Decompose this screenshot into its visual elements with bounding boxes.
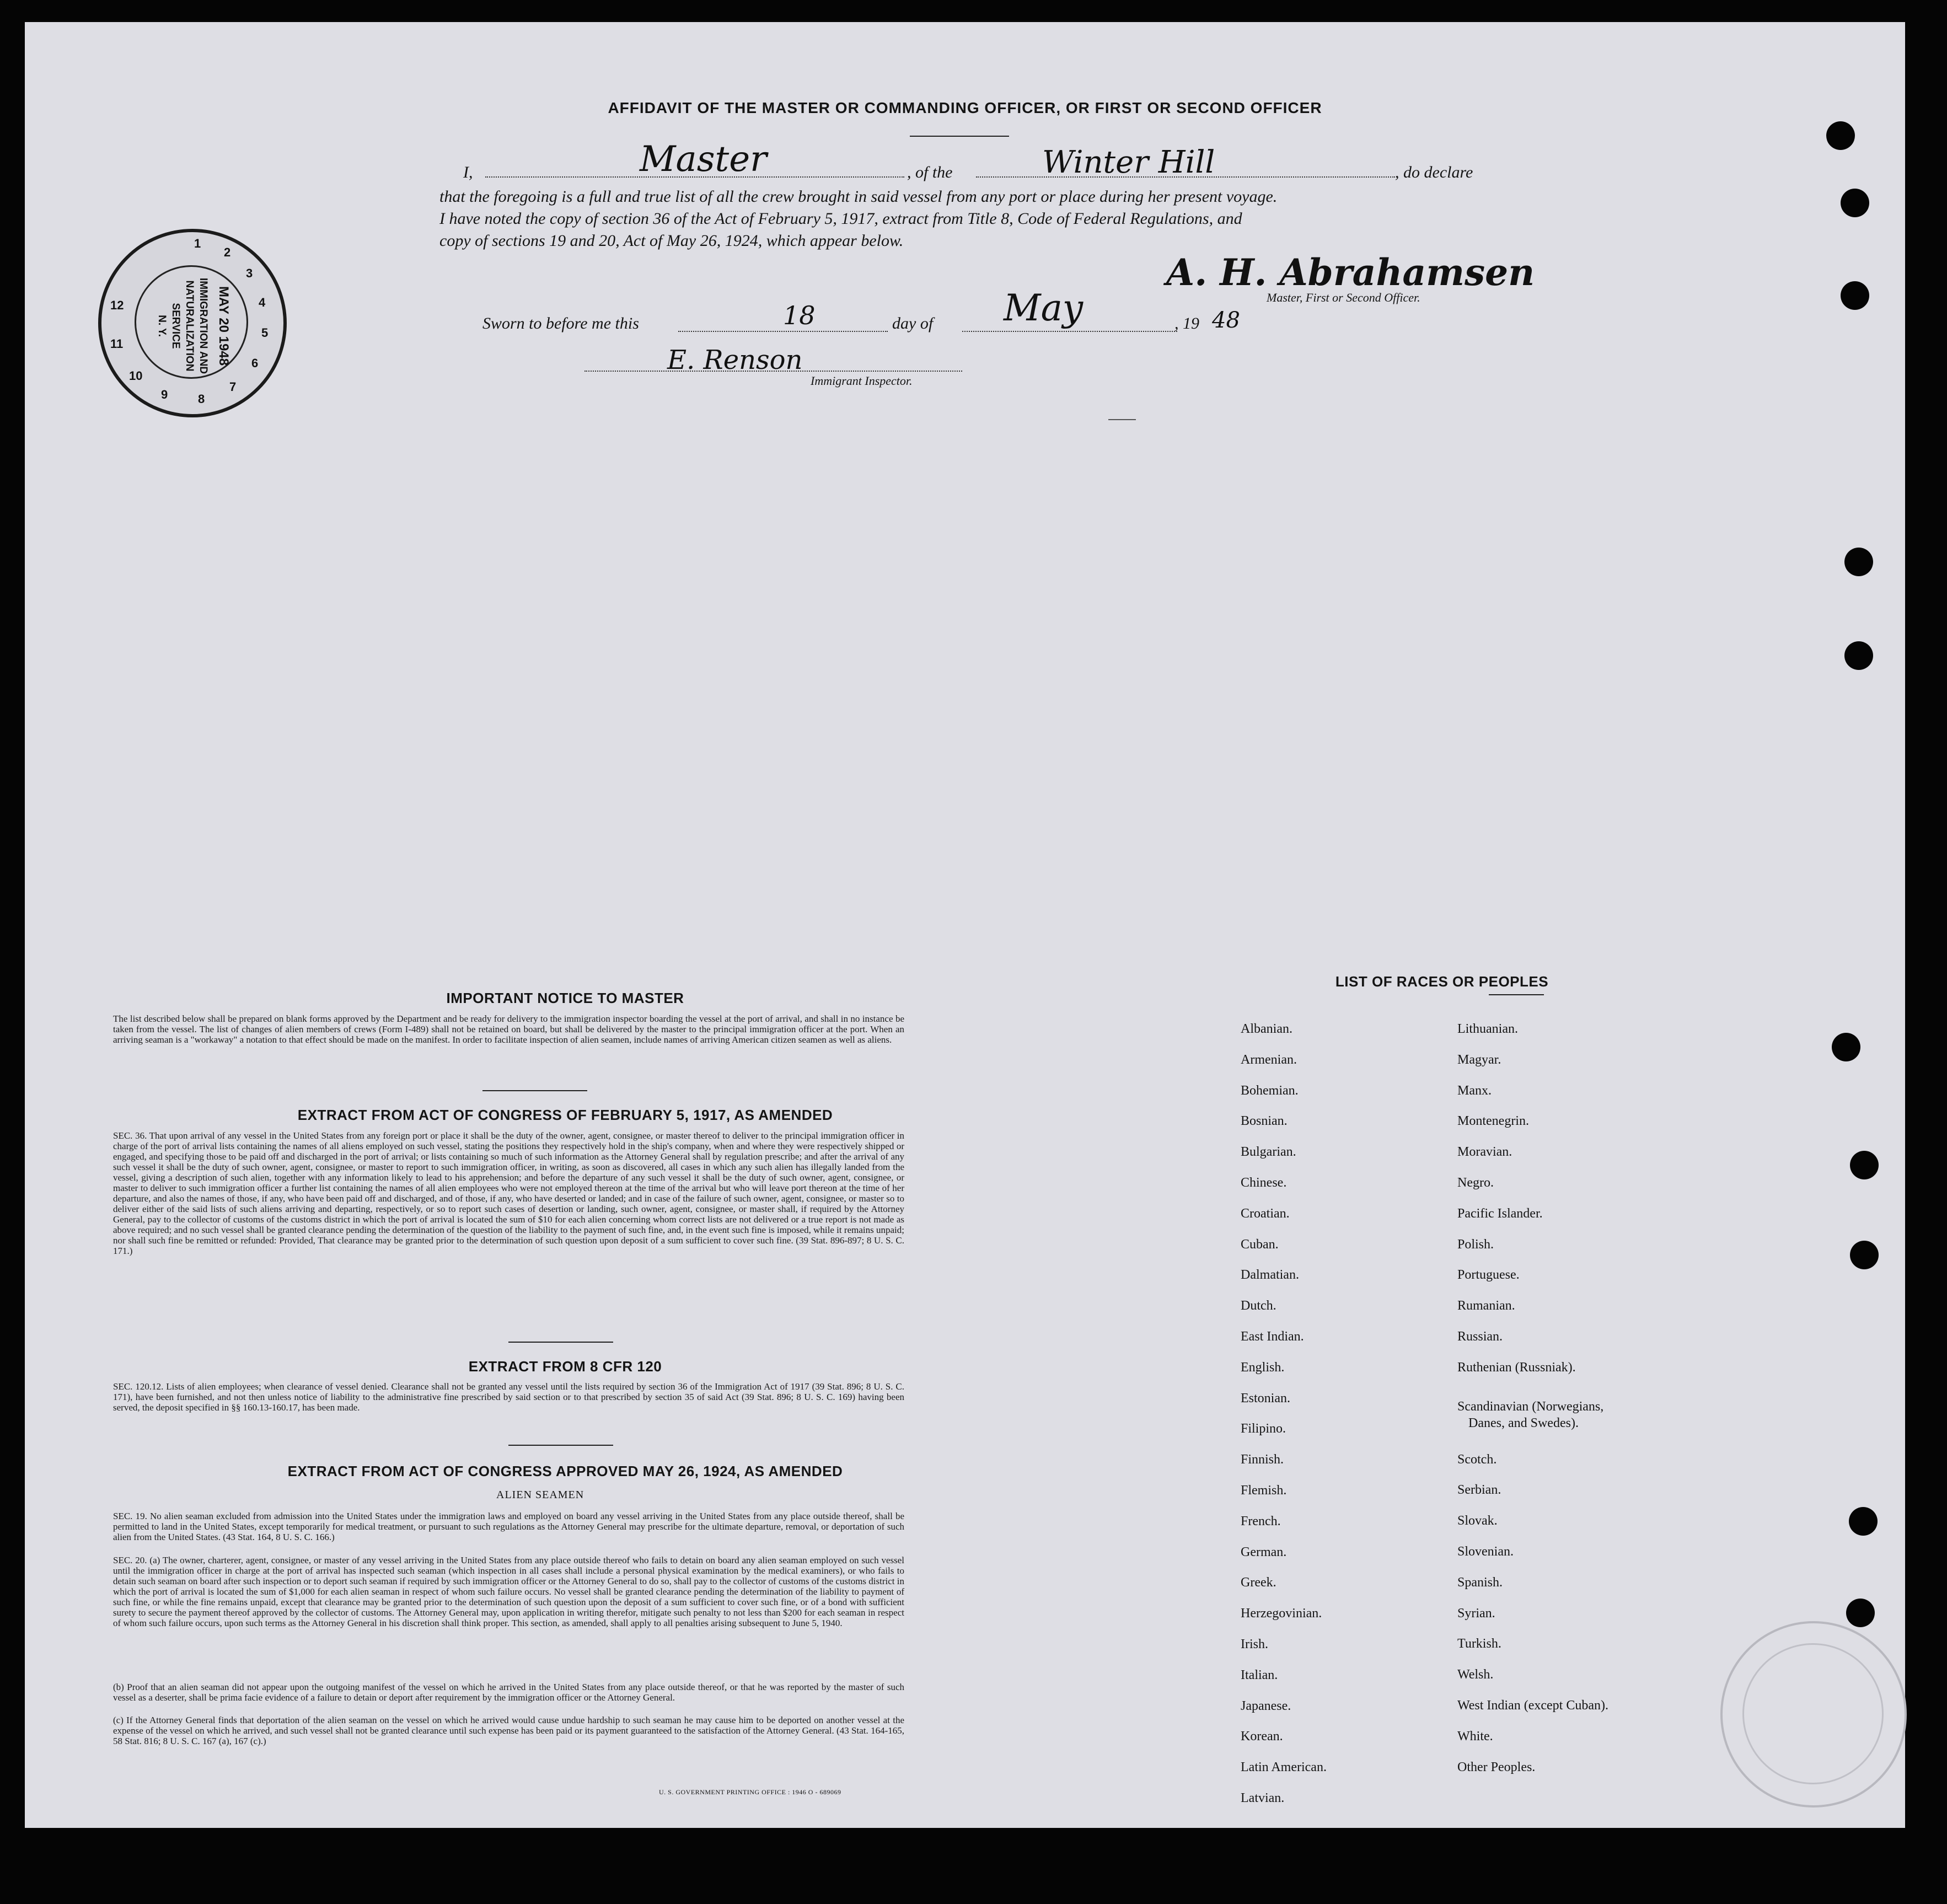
race-item: Armenian. <box>1241 1052 1297 1067</box>
race-item: Croatian. <box>1241 1206 1290 1221</box>
race-item: Latvian. <box>1241 1790 1285 1805</box>
race-item: Turkish. <box>1457 1637 1501 1651</box>
punch-hole <box>1850 1241 1879 1269</box>
stamp-hour: 9 <box>161 388 168 401</box>
race-item: Scotch. <box>1457 1452 1497 1467</box>
race-item: Bosnian. <box>1241 1114 1288 1129</box>
affidavit-line3: I have noted the copy of section 36 of the Act of February 5, 1917, extract from Title 8, Code of Federal Regulations, and <box>439 210 1242 228</box>
race-item: Scandinavian (Norwegians, <box>1457 1399 1604 1414</box>
race-item: Japanese. <box>1241 1698 1291 1713</box>
inspector-signature: E. Renson <box>667 345 803 376</box>
punch-hole <box>1846 1599 1875 1627</box>
inspector-caption: Immigrant Inspector. <box>811 374 913 388</box>
races-title: LIST OF RACES OR PEOPLES <box>1335 973 1549 990</box>
affidavit-line1-prefix: I, <box>463 163 473 181</box>
race-item: Slovak. <box>1457 1514 1498 1528</box>
punch-hole <box>1841 189 1869 217</box>
race-item: Bulgarian. <box>1241 1145 1296 1160</box>
stamp-hour: 5 <box>261 326 269 340</box>
punch-hole <box>1849 1507 1878 1536</box>
stamp-hour: 3 <box>246 266 253 280</box>
race-item: Portuguese. <box>1457 1268 1520 1283</box>
stamp-line: IMMIGRATION AND <box>197 277 209 374</box>
race-item: English. <box>1241 1360 1285 1375</box>
stamp-hour: 8 <box>198 392 205 406</box>
race-item: Syrian. <box>1457 1606 1495 1621</box>
embossed-seal-inner-ring <box>1742 1643 1884 1784</box>
race-item: Latin American. <box>1241 1760 1327 1775</box>
stamp-hour: 12 <box>110 298 124 312</box>
extract-1924-sec19: SEC. 19. No alien seaman excluded from admission into the United States under the immigration laws and employed on board any vessel arriving in the United States from any place outside thereof, shall be permitted to land in the United States, except temporarily for medical treatment, or pursuant to such regulations as the Attorney General may prescribe for the ultimate departure, removal, or deportation of such alien from the United States. (43 Stat. 164, 8 U. S. C. 166.) <box>113 1511 904 1542</box>
race-item: Lithuanian. <box>1457 1022 1518 1036</box>
notice-body: The list described below shall be prepared on blank forms approved by the Department and be ready for delivery to the immigration inspector boarding the vessel at the port of arrival, and shall in no instance be taken from the vessel. The list of changes of alien members of crews (Form I-489) shall not be retained on board, but shall be delivered by the master to the principal immigration officer at the port. When an arriving seaman is a "workaway" a notation to that effect should be made on the manifest. In order to facilitate inspection of alien seamen, include names of arriving American citizen seamen as well as aliens. <box>113 1013 904 1045</box>
extract-1917-body: SEC. 36. That upon arrival of any vessel in the United States from any foreign port or place it shall be the duty of the owner, agent, consignee, or master thereof to deliver to the principal immigration officer in charge of the port of arrival lists containing the names of all aliens employed on such vessel, stating the positions they respectively hold in the ship's company, when and where they were respectively shipped or engaged, and specifying those to be paid off and discharged in the port of arrival; or lists containing so much of such information as the Attorney General shall by regulation prescribe; and after the arrival of any such vessel it shall be the duty of such owner, agent, consignee, or master to report to such immigration officer, in writing, as soon as discovered, all cases in which any such alien has illegally landed from the vessel, giving a description of such alien, together with any information likely to lead to his apprehension; and before the departure of any such vessel it shall be the duty of such owner, agent, consignee, or master to deliver to such immigration officer a further list containing the names of all alien employees who were not employed thereon at the time of the arrival but who will leave port thereon at the time of her departure, and also the names of those, if any, who have been paid off and discharged, and of those, if any, who have deserted or landed; and in case of the failure of such owner, agent, consignee, or master so to deliver either of the said lists of such aliens arriving and departing, respectively, or so to report such cases of desertion or landing, such owner, agent, consignee, or master shall, if required by the Attorney General, pay to the collector of customs of the customs district in which the port of arrival is located the sum of $10 for each alien concerning whom correct lists are not delivered or a true report is not made as above required; and no such vessel shall be granted clearance pending the determination of the question of the liability to the payment of such fine, and, in the event such fine is imposed, while it remains unpaid; nor shall such fine be remitted or refunded: Provided, That clearance may be granted prior to the determination of such question upon deposit of a sum sufficient to cover such fine. (39 Stat. 896-897; 8 U. S. C. 171.) <box>113 1130 904 1256</box>
master-signature: A. H. Abrahamsen <box>1166 251 1535 294</box>
section-divider <box>508 1342 613 1343</box>
stamp-hour: 6 <box>251 356 259 370</box>
stamp-hour: 7 <box>229 380 237 394</box>
race-item: Herzegovinian. <box>1241 1606 1322 1621</box>
sworn-day-of: day of <box>892 314 934 332</box>
race-item: Other Peoples. <box>1457 1760 1536 1774</box>
race-item: Bohemian. <box>1241 1083 1299 1098</box>
stamp-line: SERVICE <box>170 303 181 349</box>
race-item: Danes, and Swedes). <box>1468 1415 1579 1430</box>
race-item: Chinese. <box>1241 1175 1287 1190</box>
punch-hole <box>1844 548 1873 576</box>
race-item: Albanian. <box>1241 1022 1292 1036</box>
race-item: Greek. <box>1241 1575 1276 1590</box>
affidavit-title: AFFIDAVIT OF THE MASTER OR COMMANDING OFFICER, OR FIRST OR SECOND OFFICER <box>608 99 1322 116</box>
races-column-2 <box>1457 1022 1608 1790</box>
stamp-hour: 2 <box>224 245 231 259</box>
stamp-line: N. Y. <box>156 315 168 337</box>
handwritten-month: May <box>1004 287 1084 329</box>
sworn-year-prefix: , 19 <box>1174 314 1199 332</box>
notice-title: IMPORTANT NOTICE TO MASTER <box>446 990 684 1006</box>
race-item: East Indian. <box>1241 1329 1304 1344</box>
divider-mark <box>1108 419 1136 420</box>
race-item: Negro. <box>1457 1175 1494 1190</box>
races-column-1 <box>1241 1022 1327 1822</box>
extract-8cfr-title: EXTRACT FROM 8 CFR 120 <box>468 1358 662 1375</box>
stamp-hour: 4 <box>259 296 266 309</box>
stamp-hour: 1 <box>194 237 201 250</box>
month-blank <box>962 331 1177 332</box>
race-item: Manx. <box>1457 1083 1492 1098</box>
race-item: Filipino. <box>1241 1422 1286 1436</box>
races-divider <box>1489 994 1544 995</box>
handwritten-day: 18 <box>783 301 816 330</box>
race-item: Cuban. <box>1241 1237 1279 1252</box>
race-item: Magyar. <box>1457 1052 1501 1067</box>
race-item: Dutch. <box>1241 1299 1276 1313</box>
race-item: Irish. <box>1241 1637 1268 1651</box>
punch-hole <box>1832 1033 1860 1061</box>
stamp-hour: 11 <box>110 337 124 351</box>
race-item: Finnish. <box>1241 1452 1284 1467</box>
extract-1917-title: EXTRACT FROM ACT OF CONGRESS OF FEBRUARY 5, 1917, AS AMENDED <box>297 1107 833 1123</box>
handwritten-year: 48 <box>1212 308 1240 333</box>
affidavit-line1-mid: , of the <box>907 163 953 181</box>
day-blank <box>678 331 888 332</box>
race-item: Estonian. <box>1241 1391 1290 1406</box>
punch-hole <box>1841 281 1869 310</box>
stamp-center-text <box>137 271 248 381</box>
race-item: Slovenian. <box>1457 1544 1514 1559</box>
handwritten-name: Master <box>640 139 767 180</box>
race-item: West Indian (except Cuban). <box>1457 1698 1608 1713</box>
race-item: Welsh. <box>1457 1667 1494 1682</box>
affidavit-line2: that the foregoing is a full and true list of all the crew brought in said vessel from any port or place during her present voyage. <box>439 187 1278 206</box>
handwritten-vessel: Winter Hill <box>1042 144 1215 180</box>
stamp-hour: 10 <box>129 369 143 383</box>
stamp-line: NATURALIZATION <box>184 280 195 372</box>
race-item: Dalmatian. <box>1241 1268 1299 1283</box>
extract-1924-sec20c: (c) If the Attorney General finds that deportation of the alien seaman on the vessel on which he arrived would cause undue hardship to such seaman he may cause him to be deported on another vessel at the expense of the vessel on which he arrived, and such vessel shall not be granted clearance until such expense has been paid or its payment guaranteed to the satisfaction of the Attorney General. (43 Stat. 164-165, 58 Stat. 816; 8 U. S. C. 167 (a), 167 (c).) <box>113 1715 904 1746</box>
section-divider <box>482 1090 587 1091</box>
punch-hole <box>1850 1151 1879 1179</box>
extract-1924-title: EXTRACT FROM ACT OF CONGRESS APPROVED MAY 26, 1924, AS AMENDED <box>287 1463 843 1479</box>
race-item: Ruthenian (Russniak). <box>1457 1360 1576 1375</box>
race-item: Moravian. <box>1457 1145 1512 1160</box>
race-item: Serbian. <box>1457 1483 1501 1498</box>
immigration-date-stamp <box>98 229 287 417</box>
extract-1924-subtitle: ALIEN SEAMEN <box>496 1489 584 1501</box>
race-item: Korean. <box>1241 1729 1283 1744</box>
signature-caption: Master, First or Second Officer. <box>1267 291 1420 304</box>
race-item: German. <box>1241 1544 1287 1559</box>
sworn-prefix: Sworn to before me this <box>482 314 639 332</box>
race-item: Flemish. <box>1241 1483 1287 1498</box>
stamp-date: MAY 20 1948 <box>216 286 231 366</box>
race-item: Montenegrin. <box>1457 1114 1529 1129</box>
race-item: French. <box>1241 1514 1281 1528</box>
section-divider <box>508 1445 613 1446</box>
race-item: Spanish. <box>1457 1575 1503 1590</box>
race-item: White. <box>1457 1729 1493 1744</box>
printer-line: U. S. GOVERNMENT PRINTING OFFICE : 1946 O - 689069 <box>659 1788 841 1796</box>
title-divider <box>910 136 1009 137</box>
race-item: Rumanian. <box>1457 1299 1515 1313</box>
affidavit-line1-suffix: , do declare <box>1395 163 1473 181</box>
affidavit-line4: copy of sections 19 and 20, Act of May 26, 1924, which appear below. <box>439 232 904 250</box>
race-item: Italian. <box>1241 1667 1278 1682</box>
extract-1924-sec20b: (b) Proof that an alien seaman did not appear upon the outgoing manifest of the vessel on which he arrived in the United States from any place outside thereof, or that he was reported by the master of such vessel as a deserter, shall be prima facie evidence of a failure to detain or deport after requirement by the immigration officer or the Attorney General. <box>113 1682 904 1703</box>
race-item: Polish. <box>1457 1237 1494 1252</box>
punch-hole <box>1844 641 1873 670</box>
extract-1924-sec20a: SEC. 20. (a) The owner, charterer, agent, consignee, or master of any vessel arriving in the United States from any place outside thereof who fails to detain on board any alien seaman employed on such vessel until the immigration officer in charge at the port of arrival has inspected such seaman (which inspection in all cases shall include a personal physical examination by the medical examiners), or who fails to detain such seaman on board after such inspection or to deport such seaman if required by such immigration officer or the Attorney General to do so, shall pay to the collector of customs of the customs district in which the port of arrival is located the sum of $1,000 for each alien seaman in respect of whom such failure occurs. No vessel shall be granted clearance pending the determination of the liability to payment of such fine, or while the fine remains unpaid, except that clearance may be granted prior to the determination of such question upon the deposit of a sum sufficient to cover such fine, or of a bond with sufficient surety to secure the payment thereof approved by the collector of customs. The Attorney General may, upon application in writing therefor, mitigate such penalty to not less than $200 for each seaman in respect of whom such failure occurs, upon such terms as the Attorney General in his discretion shall think proper. This section, as amended, shall apply to all penalties arising subsequent to June 5, 1940. <box>113 1555 904 1628</box>
extract-8cfr-body: SEC. 120.12. Lists of alien employees; when clearance of vessel denied. Clearance shall not be granted any vessel until the lists required by section 36 of the Immigration Act of 1917 (39 Stat. 896; 8 U. S. C. 171), have been furnished, and not then unless notice of liability to the administrative fine prescribed by said section or to that prescribed by section 35 of said Act (39 Stat. 896; 8 U. S. C. 169) having been served, the deposit specified in §§ 160.13-160.17, has been made. <box>113 1381 904 1413</box>
race-item: Pacific Islander. <box>1457 1206 1543 1221</box>
race-item: Russian. <box>1457 1329 1503 1344</box>
punch-hole <box>1826 121 1855 150</box>
